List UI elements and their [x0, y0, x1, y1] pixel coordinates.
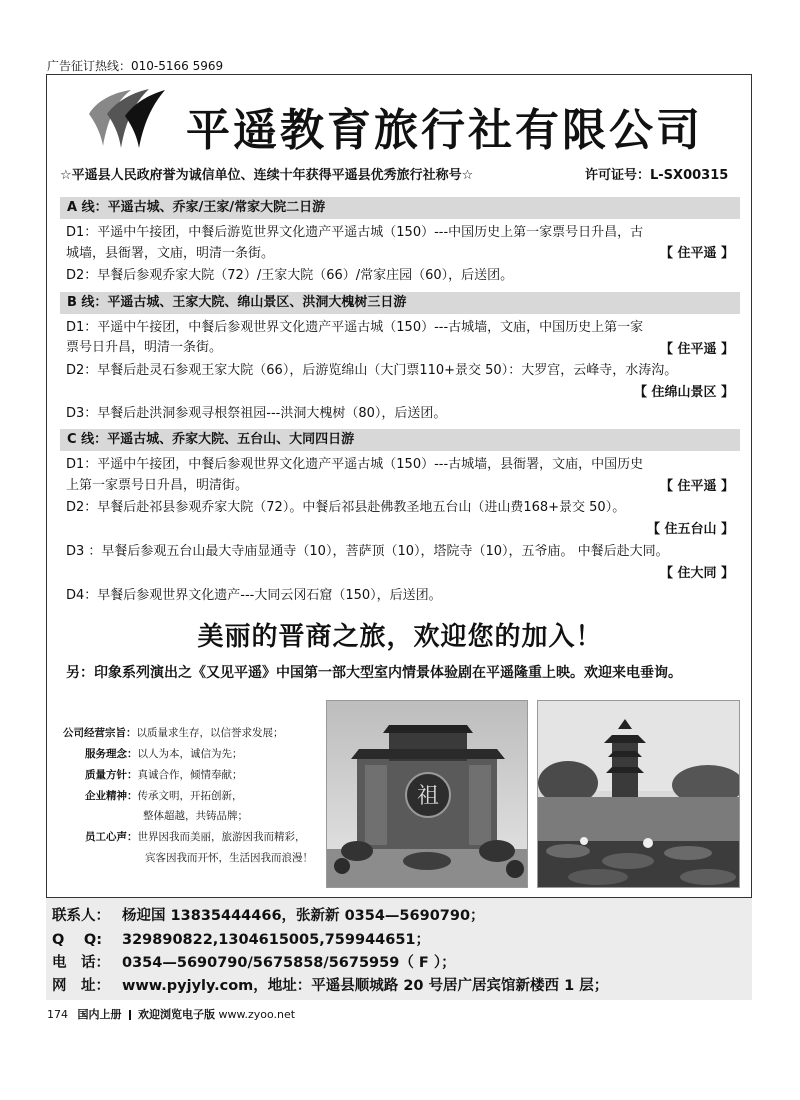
contact-web-line [52, 974, 608, 998]
page-number: 174 [47, 1008, 68, 1021]
contact-qq-line [52, 928, 430, 952]
route-a-d1-stay: 【 住平遥 】 [659, 246, 734, 261]
honor-text: ☆平遥县人民政府誉为诚信单位、连续十年获得平遥县优秀旅行社称号☆ [60, 168, 474, 183]
page-footer [47, 1006, 295, 1022]
show-notice: 另：印象系列演出之《又见平遥》中国第一部大型室内情景体验剧在平遥隆重上映。欢迎来电垂询。 [66, 665, 682, 681]
philosophy-text: 整体超越，共铸品牌； [143, 810, 248, 822]
contact-web-value[interactable]: www.pyjyly.com，地址：平遥县顺城路 20 号居广居宾馆新楼西 1 层； [122, 978, 609, 994]
photo-ancestral-gate [326, 700, 528, 888]
footer-browse-text: 欢迎浏览电子版 [138, 1008, 215, 1021]
philosophy-text: 世界因我而美丽，旅游因我而精彩， [137, 831, 306, 843]
philosophy-row [145, 850, 313, 866]
footer-url[interactable]: www.zyoo.net [218, 1008, 296, 1021]
advertising-hotline: 广告征订热线：010-5166 5969 [47, 59, 224, 73]
route-b-title: B 线：平遥古城、王家大院、绵山景区、洪洞大槐树三日游 [60, 292, 740, 314]
contact-qq-label: Q Q: [52, 932, 102, 948]
route-c-d2-stay: 【 住五台山 】 [646, 522, 734, 537]
route-a-d2: D2：早餐后参观乔家大院（72）/王家大院（66）/常家庄园（60），后送团。 [66, 268, 514, 283]
route-b-d1-line1: D1：平遥中午接团，中餐后参观世界文化遗产平遥古城（150）---古城墙，文庙，中国历史上第一家 [66, 320, 644, 335]
philosophy-label: 服务理念： [85, 748, 138, 760]
route-c-d3-stay: 【 住大同 】 [659, 566, 734, 581]
route-a-d1-line1: D1：平遥中午接团，中餐后游览世界文化遗产平遥古城（150）---中国历史上第一家票号日升昌，古 [66, 225, 644, 240]
philosophy-text: 真诚合作，倾情奉献； [137, 769, 243, 781]
license-number: 许可证号：L-SX00315 [585, 168, 729, 183]
philosophy-text: 宾客因我而开怀，生活因我而浪漫！ [145, 852, 313, 864]
route-b-d2: D2：早餐后赴灵石参观王家大院（66），后游览绵山（大门票110+景交 50）：大罗宫，云峰寺，水涛沟。 [66, 363, 678, 378]
philosophy-text: 传承文明，开拓创新， [137, 790, 243, 802]
contact-phone-line [52, 951, 456, 975]
philosophy-text: 以人为本，诚信为先； [137, 748, 243, 760]
contact-web-label: 网 址： [52, 978, 110, 994]
contact-phone-value: 0354—5690790/5675858/5675959（ F ）； [122, 955, 456, 971]
photo-pagoda-lotus-pond [537, 700, 740, 888]
contact-person-label: 联系人： [52, 908, 110, 924]
contact-person-line [52, 904, 485, 928]
philosophy-row [85, 788, 243, 804]
contact-phone-label: 电 话： [52, 955, 110, 971]
route-c-d1-stay: 【 住平遥 】 [659, 479, 734, 494]
route-b-d3: D3：早餐后赴洪洞参观寻根祭祖园---洪洞大槐树（80），后送团。 [66, 406, 447, 421]
route-a-d1-line2: 城墙，县衙署，文庙，明清一条街。 [66, 246, 275, 261]
section-name: 国内上册 [77, 1008, 122, 1021]
philosophy-label: 员工心声： [85, 831, 138, 843]
footer-divider [129, 1010, 131, 1020]
company-name: 平遥教育旅行社有限公司 [186, 105, 703, 156]
route-b-d1-line2: 票号日升昌，明清一条街。 [66, 340, 223, 355]
company-logo-icon [85, 84, 167, 150]
route-b-d2-stay: 【 住绵山景区 】 [633, 385, 734, 400]
philosophy-label: 公司经营宗旨： [63, 727, 137, 739]
route-b-d1-stay: 【 住平遥 】 [659, 342, 734, 357]
route-c-d2: D2：早餐后赴祁县参观乔家大院（72）。中餐后祁县赴佛教圣地五台山（进山费168+景交 50）。 [66, 500, 626, 515]
philosophy-row [143, 808, 248, 824]
honor-line [60, 164, 740, 183]
route-c-d1-line1: D1：平遥中午接团，中餐后参观世界文化遗产平遥古城（150）---古城墙，县衙署，文庙，中国历史 [66, 457, 644, 472]
philosophy-row [85, 746, 243, 762]
philosophy-row [85, 829, 306, 845]
route-c-title: C 线：平遥古城、乔家大院、五台山、大同四日游 [60, 429, 740, 451]
slogan: 美丽的晋商之旅，欢迎您的加入！ [197, 622, 603, 652]
philosophy-label: 质量方针： [85, 769, 138, 781]
route-c-d1-line2: 上第一家票号日升昌，明清街。 [66, 478, 249, 493]
contact-block [46, 897, 752, 1000]
contact-qq-value: 329890822,1304615005,759944651； [122, 932, 431, 948]
gate-character: 祖 [416, 784, 440, 809]
route-c-d4: D4：早餐后参观世界文化遗产---大同云冈石窟（150），后送团。 [66, 588, 442, 603]
contact-person-value: 杨迎国 13835444466，张新新 0354—5690790； [122, 908, 485, 924]
route-a-title: A 线：平遥古城、乔家/王家/常家大院二日游 [60, 197, 740, 219]
route-c-d3: D3 ：早餐后参观五台山最大寺庙显通寺（10），菩萨顶（10），塔院寺（10），五爷庙。 中餐后赴大同。 [66, 544, 669, 559]
philosophy-text: 以质量求生存，以信誉求发展； [136, 727, 284, 739]
philosophy-label: 企业精神： [85, 790, 138, 802]
philosophy-row [85, 767, 243, 783]
philosophy-row [63, 725, 284, 741]
